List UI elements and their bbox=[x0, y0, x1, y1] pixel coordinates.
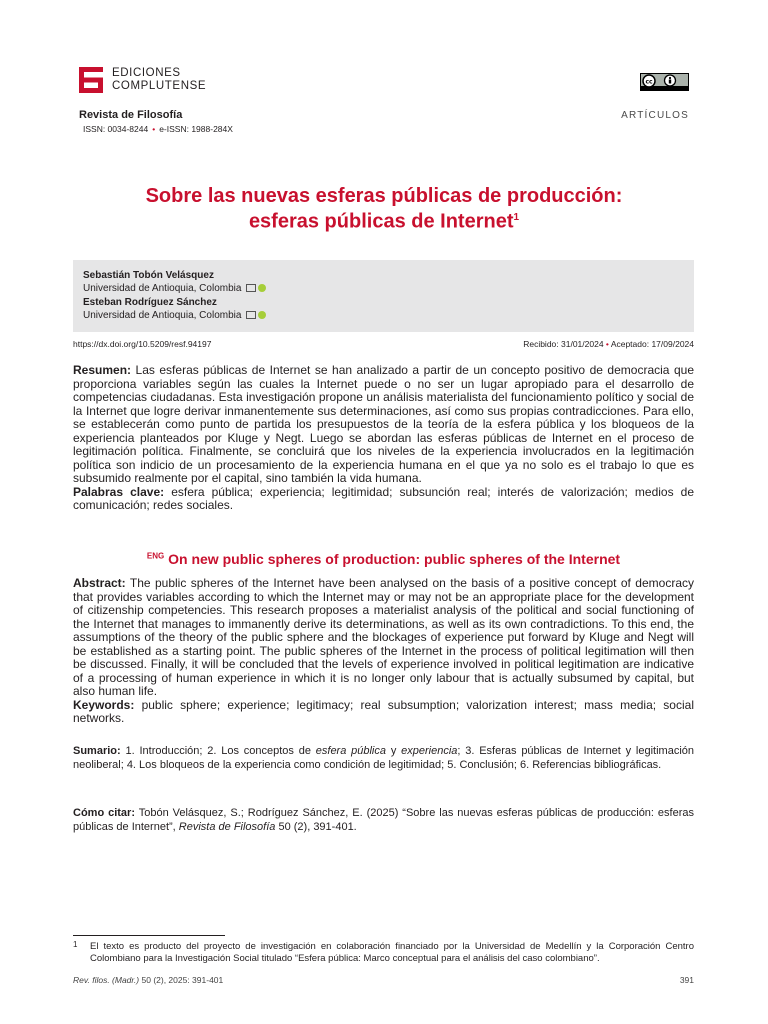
palabras-text: esfera pública; experiencia; legitimidad; subsunción real; interés de valorización; medios de comunicación; redes sociales. bbox=[73, 484, 694, 512]
eng-title-text: On new public spheres of production: public spheres of the Internet bbox=[168, 551, 621, 567]
resumen-text: Las esferas públicas de Internet se han analizado a partir de un concepto positivo de democracia que proporciona variables según las cuales la Internet puede o no ser un lugar apropiado para el desarrollo de competencias ciudadanas. Esta investigación propone un análisis materialista del funcionamiento político y social de la Internet que logre derivar inmanentemente sus determinaciones, así como sus propias contradicciones. Para ello, se establecerán como punto de partida los presupuestos de la teoría de la esfera pública y los bloqueos de la experiencia planteados por Kluge y Negt. Luego se abordan las esferas públicas de Internet en el proceso de legitimación política. Finalmente, se concluirá que los niveles de la experiencia involucrados en la legitimación política son indicio de un procesamiento de la experiencia humana en el que ya no solo es el trabajo lo que es subsumido realmente por el capital, sino también la vida humana. bbox=[73, 363, 694, 485]
publisher-line2: COMPLUTENSE bbox=[112, 79, 207, 92]
keywords bbox=[73, 699, 694, 726]
author-affiliation: Universidad de Antioquia, Colombia bbox=[83, 310, 242, 321]
sumario-text: ; 3. Esferas públicas de Internet y legitimación neoliberal; 4. Los bloqueos de la experiencia como condición de legitimidad; 5. Conclusión; 6. Referencias bibliográficas. bbox=[73, 745, 694, 771]
publisher-line1: EDICIONES bbox=[112, 67, 181, 79]
resumen bbox=[73, 364, 694, 486]
dates bbox=[440, 339, 694, 349]
citar-text: 50 (2), 391-401. bbox=[278, 821, 357, 833]
orcid-icon[interactable] bbox=[258, 284, 266, 292]
issn-line bbox=[83, 124, 233, 134]
orcid-icon[interactable] bbox=[258, 311, 266, 319]
author-1 bbox=[83, 269, 266, 295]
keywords-label: Keywords: bbox=[73, 697, 135, 712]
citar-journal: Revista de Filosofía bbox=[178, 821, 276, 833]
como-citar bbox=[73, 806, 694, 834]
footnote-text: El texto es producto del proyecto de investigación en colaboración financiado por la Universidad de Medellín y la Corporación Centro Colombiano para la Investigación Social titulado “Esfera pública: Marco conceptual para el análisis del caso colombiano”. bbox=[90, 941, 694, 964]
citar-text: Tobón Velásquez, S.; Rodríguez Sánchez, E. (2025) “Sobre las nuevas esferas públicas de producción: esferas públicas de Internet”, bbox=[73, 807, 694, 833]
resumen-label: Resumen: bbox=[73, 363, 132, 377]
footer-journal-abbrev: Rev. filos. (Madr.) bbox=[73, 975, 140, 985]
title-line1: Sobre las nuevas esferas públicas de producción: bbox=[145, 185, 623, 207]
author-2 bbox=[83, 296, 266, 322]
author-affiliation: Universidad de Antioquia, Colombia bbox=[83, 283, 242, 294]
running-footer bbox=[73, 975, 223, 985]
footnote-number: 1 bbox=[73, 940, 78, 949]
palabras-clave bbox=[73, 486, 694, 513]
email-icon[interactable] bbox=[246, 311, 256, 319]
abstract-text: The public spheres of the Internet have been analysed on the basis of a positive concept of democracy that provides variables according to which the Internet may or may not be an appropriate place for the development of citizenship competencies. This research proposes a materialist analysis of the political and social functioning of the Internet that manages to immanently derive its determinations, as well as its own contradictions. To this end, the assumptions of the theory of the public sphere and the blockages of experience put forward by Kluge and Negt will be established as a starting point. The public spheres of the Internet in the process of political legitimation will then be discussed. Finally, it will be concluded that the levels of experience involved in political legitimation are indicative of a processing of human experience in which it is no longer only labour that is actually subsumed by capital, but also human life. bbox=[73, 576, 694, 698]
email-icon[interactable] bbox=[246, 284, 256, 292]
footnote-divider bbox=[73, 935, 225, 936]
accepted-date: Aceptado: 17/09/2024 bbox=[610, 339, 694, 349]
footer-citation: 50 (2), 2025: 391-401 bbox=[141, 975, 224, 985]
bullet-icon: • bbox=[152, 124, 156, 134]
sumario-label: Sumario: bbox=[73, 745, 121, 757]
sumario-text: y bbox=[390, 745, 397, 757]
received-date: Recibido: 31/01/2024 bbox=[523, 339, 604, 349]
sumario-text: 1. Introducción; 2. Los conceptos de bbox=[125, 745, 311, 757]
sumario-emphasis: esfera pública bbox=[315, 745, 386, 757]
abstract bbox=[73, 577, 694, 699]
article-title bbox=[79, 185, 689, 233]
eissn: e-ISSN: 1988-284X bbox=[159, 124, 233, 134]
eng-tag: ENG bbox=[146, 551, 165, 561]
citar-label: Cómo citar: bbox=[73, 807, 135, 819]
ediciones-complutense-logo bbox=[79, 67, 103, 93]
english-title bbox=[73, 551, 694, 567]
author-name: Sebastián Tobón Velásquez bbox=[83, 270, 214, 281]
sumario bbox=[73, 744, 694, 772]
resumen-section bbox=[73, 364, 694, 513]
section-label: ARTÍCULOS bbox=[621, 110, 689, 121]
cc-by-icon[interactable] bbox=[640, 73, 689, 91]
footnote-ref[interactable]: 1 bbox=[513, 212, 520, 223]
palabras-label: Palabras clave: bbox=[73, 484, 165, 499]
authors-box bbox=[73, 260, 694, 332]
keywords-text: public sphere; experience; legitimacy; real subsumption; valorization interest; mass media; social networks. bbox=[73, 697, 694, 725]
page-number: 391 bbox=[679, 975, 694, 985]
doi-link[interactable]: https://dx.doi.org/10.5209/resf.94197 bbox=[73, 339, 212, 349]
abstract-section bbox=[73, 577, 694, 726]
abstract-label: Abstract: bbox=[73, 576, 126, 590]
publisher-name bbox=[112, 67, 206, 92]
sumario-emphasis: experiencia bbox=[401, 745, 458, 757]
author-name: Esteban Rodríguez Sánchez bbox=[83, 297, 217, 308]
title-line2: esferas públicas de Internet bbox=[248, 210, 514, 233]
bullet-icon: • bbox=[605, 339, 609, 349]
issn: ISSN: 0034-8244 bbox=[83, 124, 149, 134]
svg-text:cc: cc bbox=[645, 78, 653, 86]
journal-name: Revista de Filosofía bbox=[79, 109, 183, 121]
